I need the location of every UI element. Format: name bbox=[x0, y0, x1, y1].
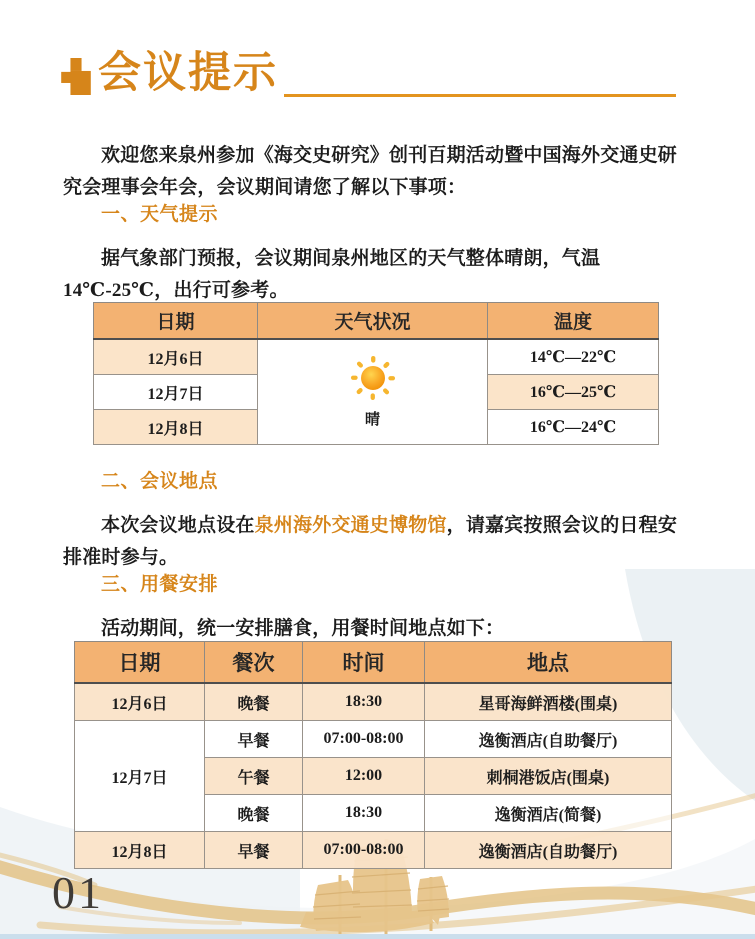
meal-cell: 晚餐 bbox=[205, 683, 303, 721]
ship-sail-right bbox=[417, 876, 449, 921]
meal-cell: 早餐 bbox=[205, 721, 303, 758]
place-cell: 星哥海鲜酒楼(围桌) bbox=[425, 683, 672, 721]
column-header-weather: 天气状况 bbox=[258, 303, 488, 340]
time-cell: 07:00-08:00 bbox=[303, 832, 425, 869]
table-row bbox=[75, 721, 672, 758]
weather-paragraph: 据气象部门预报，会议期间泉州地区的天气整体晴朗，气温14℃-25℃，出行可参考。 bbox=[63, 248, 601, 301]
weather-condition-cell bbox=[258, 339, 488, 445]
time-cell: 18:30 bbox=[303, 795, 425, 832]
date-cell: 12月6日 bbox=[94, 339, 258, 375]
date-cell: 12月8日 bbox=[75, 832, 205, 869]
section-heading-venue: 二、会议地点 bbox=[101, 471, 219, 492]
table-row bbox=[75, 683, 672, 721]
meals-paragraph: 活动期间，统一安排膳食，用餐时间地点如下： bbox=[101, 618, 505, 639]
title-marker-icon bbox=[61, 52, 91, 95]
title-row bbox=[61, 52, 278, 95]
date-cell: 12月7日 bbox=[94, 375, 258, 410]
weather-table-header-row bbox=[94, 303, 659, 340]
meal-cell: 晚餐 bbox=[205, 795, 303, 832]
table-row bbox=[75, 832, 672, 869]
time-cell: 12:00 bbox=[303, 758, 425, 795]
temperature-cell: 14℃—22℃ bbox=[488, 339, 659, 375]
date-cell: 12月7日 bbox=[75, 721, 205, 832]
temperature-cell: 16℃—25℃ bbox=[488, 375, 659, 410]
weather-label: 晴 bbox=[364, 412, 380, 428]
table-row bbox=[94, 339, 659, 375]
venue-text-pre: 本次会议地点设在 bbox=[101, 515, 255, 536]
bottom-edge-strip bbox=[0, 934, 755, 939]
time-cell: 07:00-08:00 bbox=[303, 721, 425, 758]
column-header-place: 地点 bbox=[425, 642, 672, 684]
page-title: 会议提示 bbox=[98, 50, 278, 97]
meal-cell: 早餐 bbox=[205, 832, 303, 869]
temperature-cell: 16℃—24℃ bbox=[488, 410, 659, 445]
section-heading-meals: 三、用餐安排 bbox=[101, 574, 219, 595]
intro-paragraph: 欢迎您来泉州参加《海交史研究》创刊百期活动暨中国海外交通史研究会理事会年会，会议期间请您了解以下事项： bbox=[63, 145, 678, 198]
column-header-temperature: 温度 bbox=[488, 303, 659, 340]
title-underline bbox=[284, 94, 676, 97]
venue-name-highlight: 泉州海外交通史博物馆 bbox=[254, 515, 447, 536]
date-cell: 12月6日 bbox=[75, 683, 205, 721]
section-heading-weather: 一、天气提示 bbox=[101, 204, 219, 225]
page-number: 01 bbox=[52, 867, 104, 918]
venue-text-post: ，请嘉宾按照会议的日程安排准时参与。 bbox=[63, 515, 678, 568]
column-header-date: 日期 bbox=[75, 642, 205, 684]
column-header-meal: 餐次 bbox=[205, 642, 303, 684]
place-cell: 刺桐港饭店(围桌) bbox=[425, 758, 672, 795]
meal-table-header-row bbox=[75, 642, 672, 684]
meal-cell: 午餐 bbox=[205, 758, 303, 795]
weather-table bbox=[93, 302, 659, 445]
meal-table bbox=[74, 641, 672, 869]
column-header-time: 时间 bbox=[303, 642, 425, 684]
place-cell: 逸衡酒店(自助餐厅) bbox=[425, 832, 672, 869]
place-cell: 逸衡酒店(简餐) bbox=[425, 795, 672, 832]
column-header-date: 日期 bbox=[94, 303, 258, 340]
time-cell: 18:30 bbox=[303, 683, 425, 721]
date-cell: 12月8日 bbox=[94, 410, 258, 445]
venue-paragraph bbox=[63, 510, 695, 574]
sun-icon bbox=[350, 355, 396, 406]
place-cell: 逸衡酒店(自助餐厅) bbox=[425, 721, 672, 758]
